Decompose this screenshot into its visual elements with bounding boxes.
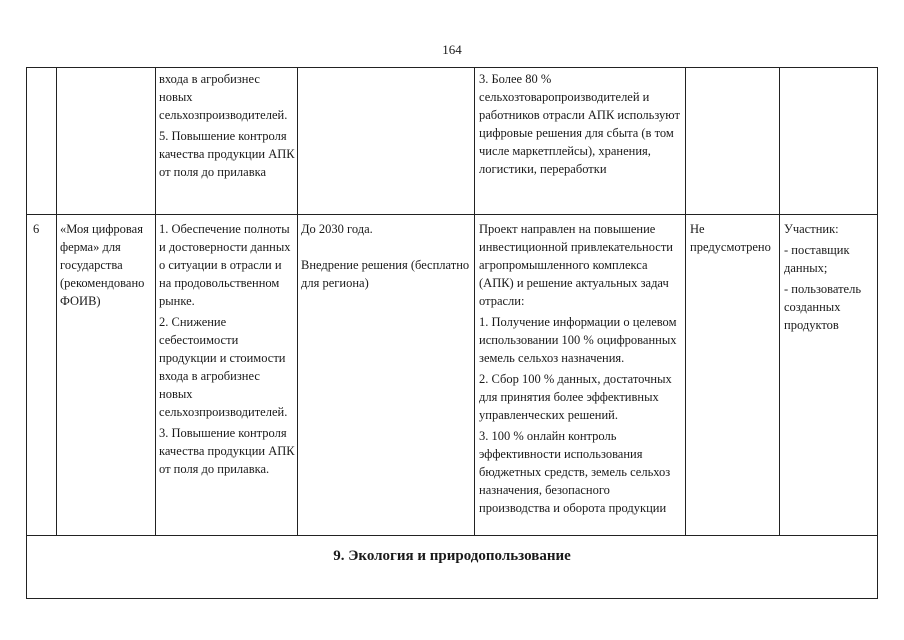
row2-project-4: 3. 100 % онлайн контроль эффективности использования бюджетных средств, земель сельхоз назначения, безопасного производства и оборота продукции — [479, 429, 671, 515]
row2-task-2: 2. Снижение себестоимости продукции и стоимости входа в агробизнес новых сельхозпроизводителей. — [159, 315, 288, 419]
row1-project-cell — [479, 70, 681, 181]
row2-participants-1: Участник: — [784, 222, 839, 236]
page-number: 164 — [442, 42, 462, 57]
row2-name: «Моя цифровая ферма» для государства (рекомендовано ФОИВ) — [60, 222, 145, 308]
row2-term: До 2030 года. — [301, 222, 373, 236]
row2-task-3: 3. Повышение контроля качества продукции АПК от поля до прилавка. — [159, 426, 295, 476]
section-title: 9. Экология и природопользование — [333, 548, 571, 564]
row1-task-2: 5. Повышение контроля качества продукции АПК от поля до прилавка — [159, 129, 295, 179]
row2-participants-3: - пользователь созданных продуктов — [784, 282, 862, 332]
row2-project-cell — [479, 220, 681, 520]
row2-project-1: Проект направлен на повышение инвестиционной привлекательности агропромышленного комплекса (АПК) и решение актуальных задач отрасли: — [479, 222, 674, 308]
row1-tasks-cell — [159, 70, 295, 184]
row2-tasks-cell — [159, 220, 295, 481]
row2-project-3: 2. Сбор 100 % данных, достаточных для принятия более эффективных управленческих решений. — [479, 372, 672, 422]
row2-participants-cell — [784, 220, 874, 337]
row1-project-1: 3. Более 80 % сельхозтоваропроизводителей и работников отрасли АПК используют цифровые решения для сбыта (в том числе маркетплейсы), хранения, логистики, переработки — [479, 72, 680, 176]
row2-term-note: Внедрение решения (бесплатно для региона) — [301, 258, 470, 290]
row1-task-1: входа в агробизнес новых сельхозпроизводителей. — [159, 72, 288, 122]
document-table — [26, 67, 878, 599]
row2-term-cell — [301, 220, 471, 295]
row2-project-2: 1. Получение информации о целевом использовании 100 % оцифрованных земель сельхоз назначения. — [479, 315, 677, 365]
row2-task-1: 1. Обеспечение полноты и достоверности данных о ситуации в отрасли и на продовольственном рынке. — [159, 222, 291, 308]
row2-number: 6 — [33, 222, 40, 236]
row2-participants-2: - поставщик данных; — [784, 243, 850, 275]
row2-funding: Не предусмотрено — [690, 222, 771, 254]
